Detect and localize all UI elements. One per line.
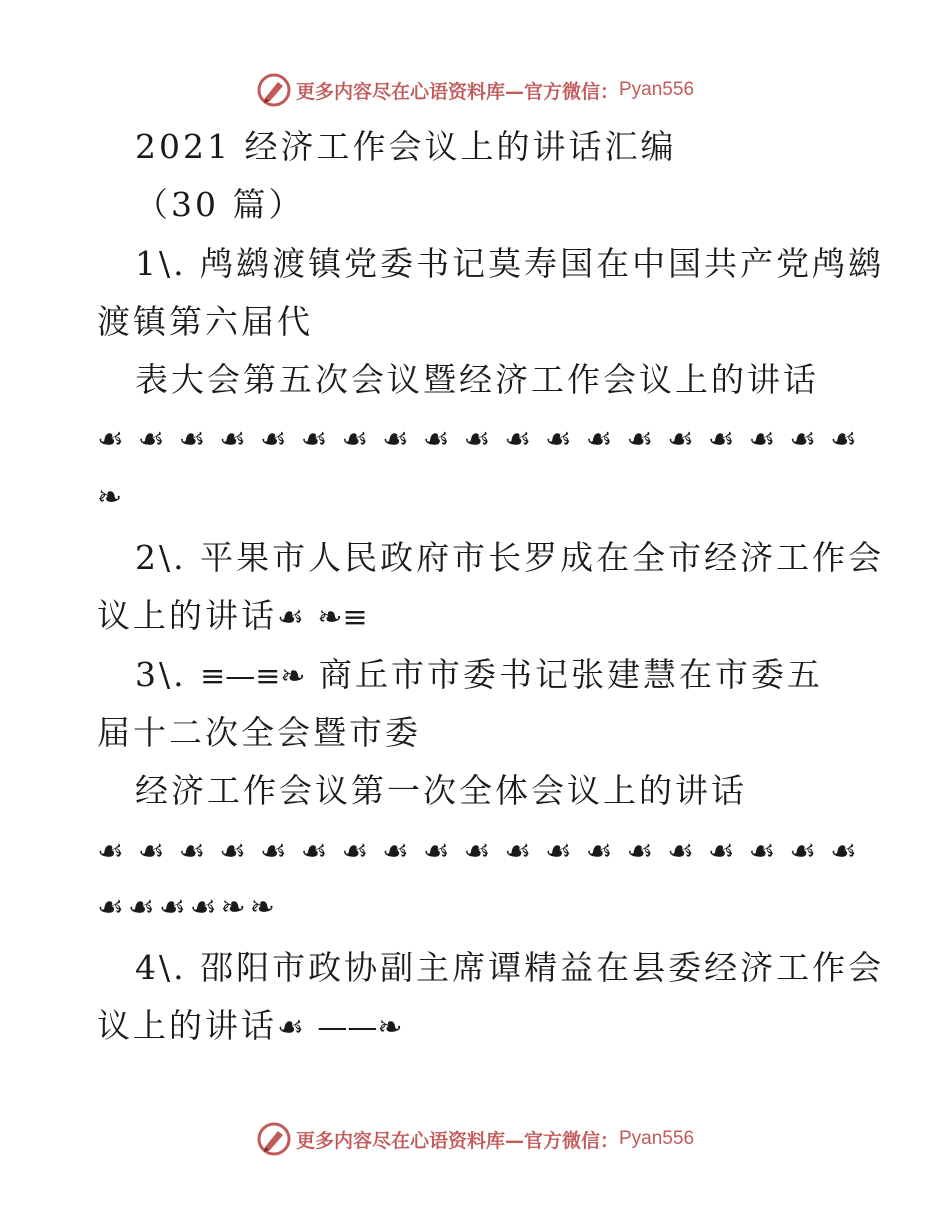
ornament-left-icon: ☙ bbox=[748, 834, 776, 869]
ornament-left-icon: ☙ bbox=[259, 422, 287, 457]
toc-item-3-line-3: 经济工作会议第一次全体会议上的讲话 bbox=[135, 771, 747, 810]
ornament-left-icon: ☙ bbox=[463, 834, 491, 869]
toc-item-3-number: 3\. bbox=[135, 655, 187, 694]
ornament-left-icon: ☙ bbox=[178, 834, 206, 869]
ornament-left-icon: ☙ bbox=[137, 422, 165, 457]
toc-item-3-line-2: 届十二次全会暨市委 bbox=[97, 713, 421, 752]
ornament-left-icon: ☙ bbox=[544, 422, 572, 457]
ornament-left-icon: ☙ bbox=[422, 834, 450, 869]
ornament-left-icon: ☙ bbox=[789, 422, 817, 457]
toc-item-2-text: 议上的讲话 bbox=[97, 596, 277, 635]
ornament-right-icon: ❧ bbox=[249, 890, 275, 925]
ornament-left-icon: ☙ bbox=[178, 422, 206, 457]
ornament-right-icon: ❧ bbox=[280, 659, 306, 694]
ornament-left-icon: ☙ bbox=[158, 890, 186, 925]
ornament-left-icon: ☙ bbox=[259, 834, 287, 869]
ornament-right-icon: ❧ bbox=[97, 480, 123, 515]
ornament-left-icon: ☙ bbox=[127, 890, 155, 925]
toc-item-4-line-1: 4\. 邵阳市政协副主席谭精益在县委经济工作会 bbox=[135, 948, 885, 987]
ornament-left-icon: ☙ bbox=[97, 422, 124, 457]
ornament-left-icon: ☙ bbox=[829, 834, 857, 869]
toc-leader-row bbox=[97, 888, 857, 928]
header-slogan: 更多内容尽在心语资料库—官方微信： bbox=[295, 80, 619, 103]
ornament-left-icon: ☙ bbox=[463, 422, 491, 457]
document-count: （30 篇） bbox=[135, 185, 305, 224]
ornament-left-icon: ☙ bbox=[277, 600, 304, 635]
ornament-left-icon: ☙ bbox=[341, 834, 369, 869]
toc-item-1-line-3: 表大会第五次会议暨经济工作会议上的讲话 bbox=[135, 360, 819, 399]
ornament-left-icon: ☙ bbox=[137, 834, 165, 869]
ornament-right-icon: ❧ bbox=[317, 600, 343, 635]
ornament-left-icon: ☙ bbox=[667, 422, 694, 457]
ornament-left-icon: ☙ bbox=[422, 422, 450, 457]
ornament-left-icon: ☙ bbox=[789, 834, 817, 869]
ornament-left-icon: ☙ bbox=[97, 834, 124, 869]
ornament-left-icon: ☙ bbox=[341, 422, 369, 457]
ornament-left-icon: ☙ bbox=[219, 422, 247, 457]
ornament-left-icon: ☙ bbox=[667, 834, 694, 869]
footer-banner bbox=[0, 1119, 950, 1159]
document-title: 2021 经济工作会议上的讲话汇编 bbox=[135, 127, 677, 166]
ornament-left-icon: ☙ bbox=[544, 834, 572, 869]
toc-item-1-line-2: 渡镇第六届代 bbox=[97, 302, 313, 341]
ornament-left-icon: ☙ bbox=[626, 834, 654, 869]
ornament-left-icon: ☙ bbox=[585, 834, 613, 869]
toc-item-2-line-2 bbox=[97, 596, 867, 638]
ornament-right-icon: ❧ bbox=[377, 1010, 403, 1045]
ornament-left-icon: ☙ bbox=[300, 422, 328, 457]
toc-leader-row bbox=[97, 478, 857, 518]
toc-leader-row bbox=[97, 420, 857, 460]
ornament-left-icon: ☙ bbox=[300, 834, 328, 869]
ornament-left-icon: ☙ bbox=[585, 422, 613, 457]
toc-item-4-text: 议上的讲话 bbox=[97, 1006, 277, 1045]
leader-dash-icon: ≡—≡ bbox=[200, 659, 281, 694]
toc-item-3-text: 商丘市市委书记张建慧在市委五 bbox=[319, 655, 824, 694]
ornament-left-icon: ☙ bbox=[277, 1010, 304, 1045]
pen-logo-icon bbox=[256, 1121, 292, 1157]
ornament-left-icon: ☙ bbox=[829, 422, 857, 457]
toc-item-1-line-1: 1\. 鸬鹚渡镇党委书记莫寿国在中国共产党鸬鹚 bbox=[135, 244, 885, 283]
ornament-left-icon: ☙ bbox=[626, 422, 654, 457]
leader-dash-icon: —— bbox=[317, 1010, 378, 1045]
toc-item-3-line-1 bbox=[135, 655, 905, 697]
header-banner bbox=[0, 70, 950, 110]
ornament-left-icon: ☙ bbox=[189, 890, 217, 925]
ornament-left-icon: ☙ bbox=[382, 834, 409, 869]
toc-leader-row bbox=[97, 832, 857, 872]
ornament-left-icon: ☙ bbox=[382, 422, 409, 457]
footer-handle: Pyan556 bbox=[619, 1128, 695, 1149]
ornament-left-icon: ☙ bbox=[219, 834, 247, 869]
ornament-left-icon: ☙ bbox=[504, 422, 532, 457]
toc-item-2-line-1: 2\. 平果市人民政府市长罗成在全市经济工作会 bbox=[135, 538, 885, 577]
header-handle: Pyan556 bbox=[619, 79, 695, 100]
ornament-left-icon: ☙ bbox=[707, 834, 735, 869]
ornament-left-icon: ☙ bbox=[748, 422, 776, 457]
footer-slogan: 更多内容尽在心语资料库—官方微信： bbox=[295, 1129, 619, 1152]
ornament-left-icon: ☙ bbox=[97, 890, 124, 925]
pen-logo-icon bbox=[256, 72, 292, 108]
ornament-left-icon: ☙ bbox=[504, 834, 532, 869]
ornament-right-icon: ❧ bbox=[220, 890, 246, 925]
leader-dash-icon: ≡ bbox=[342, 600, 368, 635]
toc-item-4-line-2 bbox=[97, 1006, 867, 1048]
ornament-left-icon: ☙ bbox=[707, 422, 735, 457]
